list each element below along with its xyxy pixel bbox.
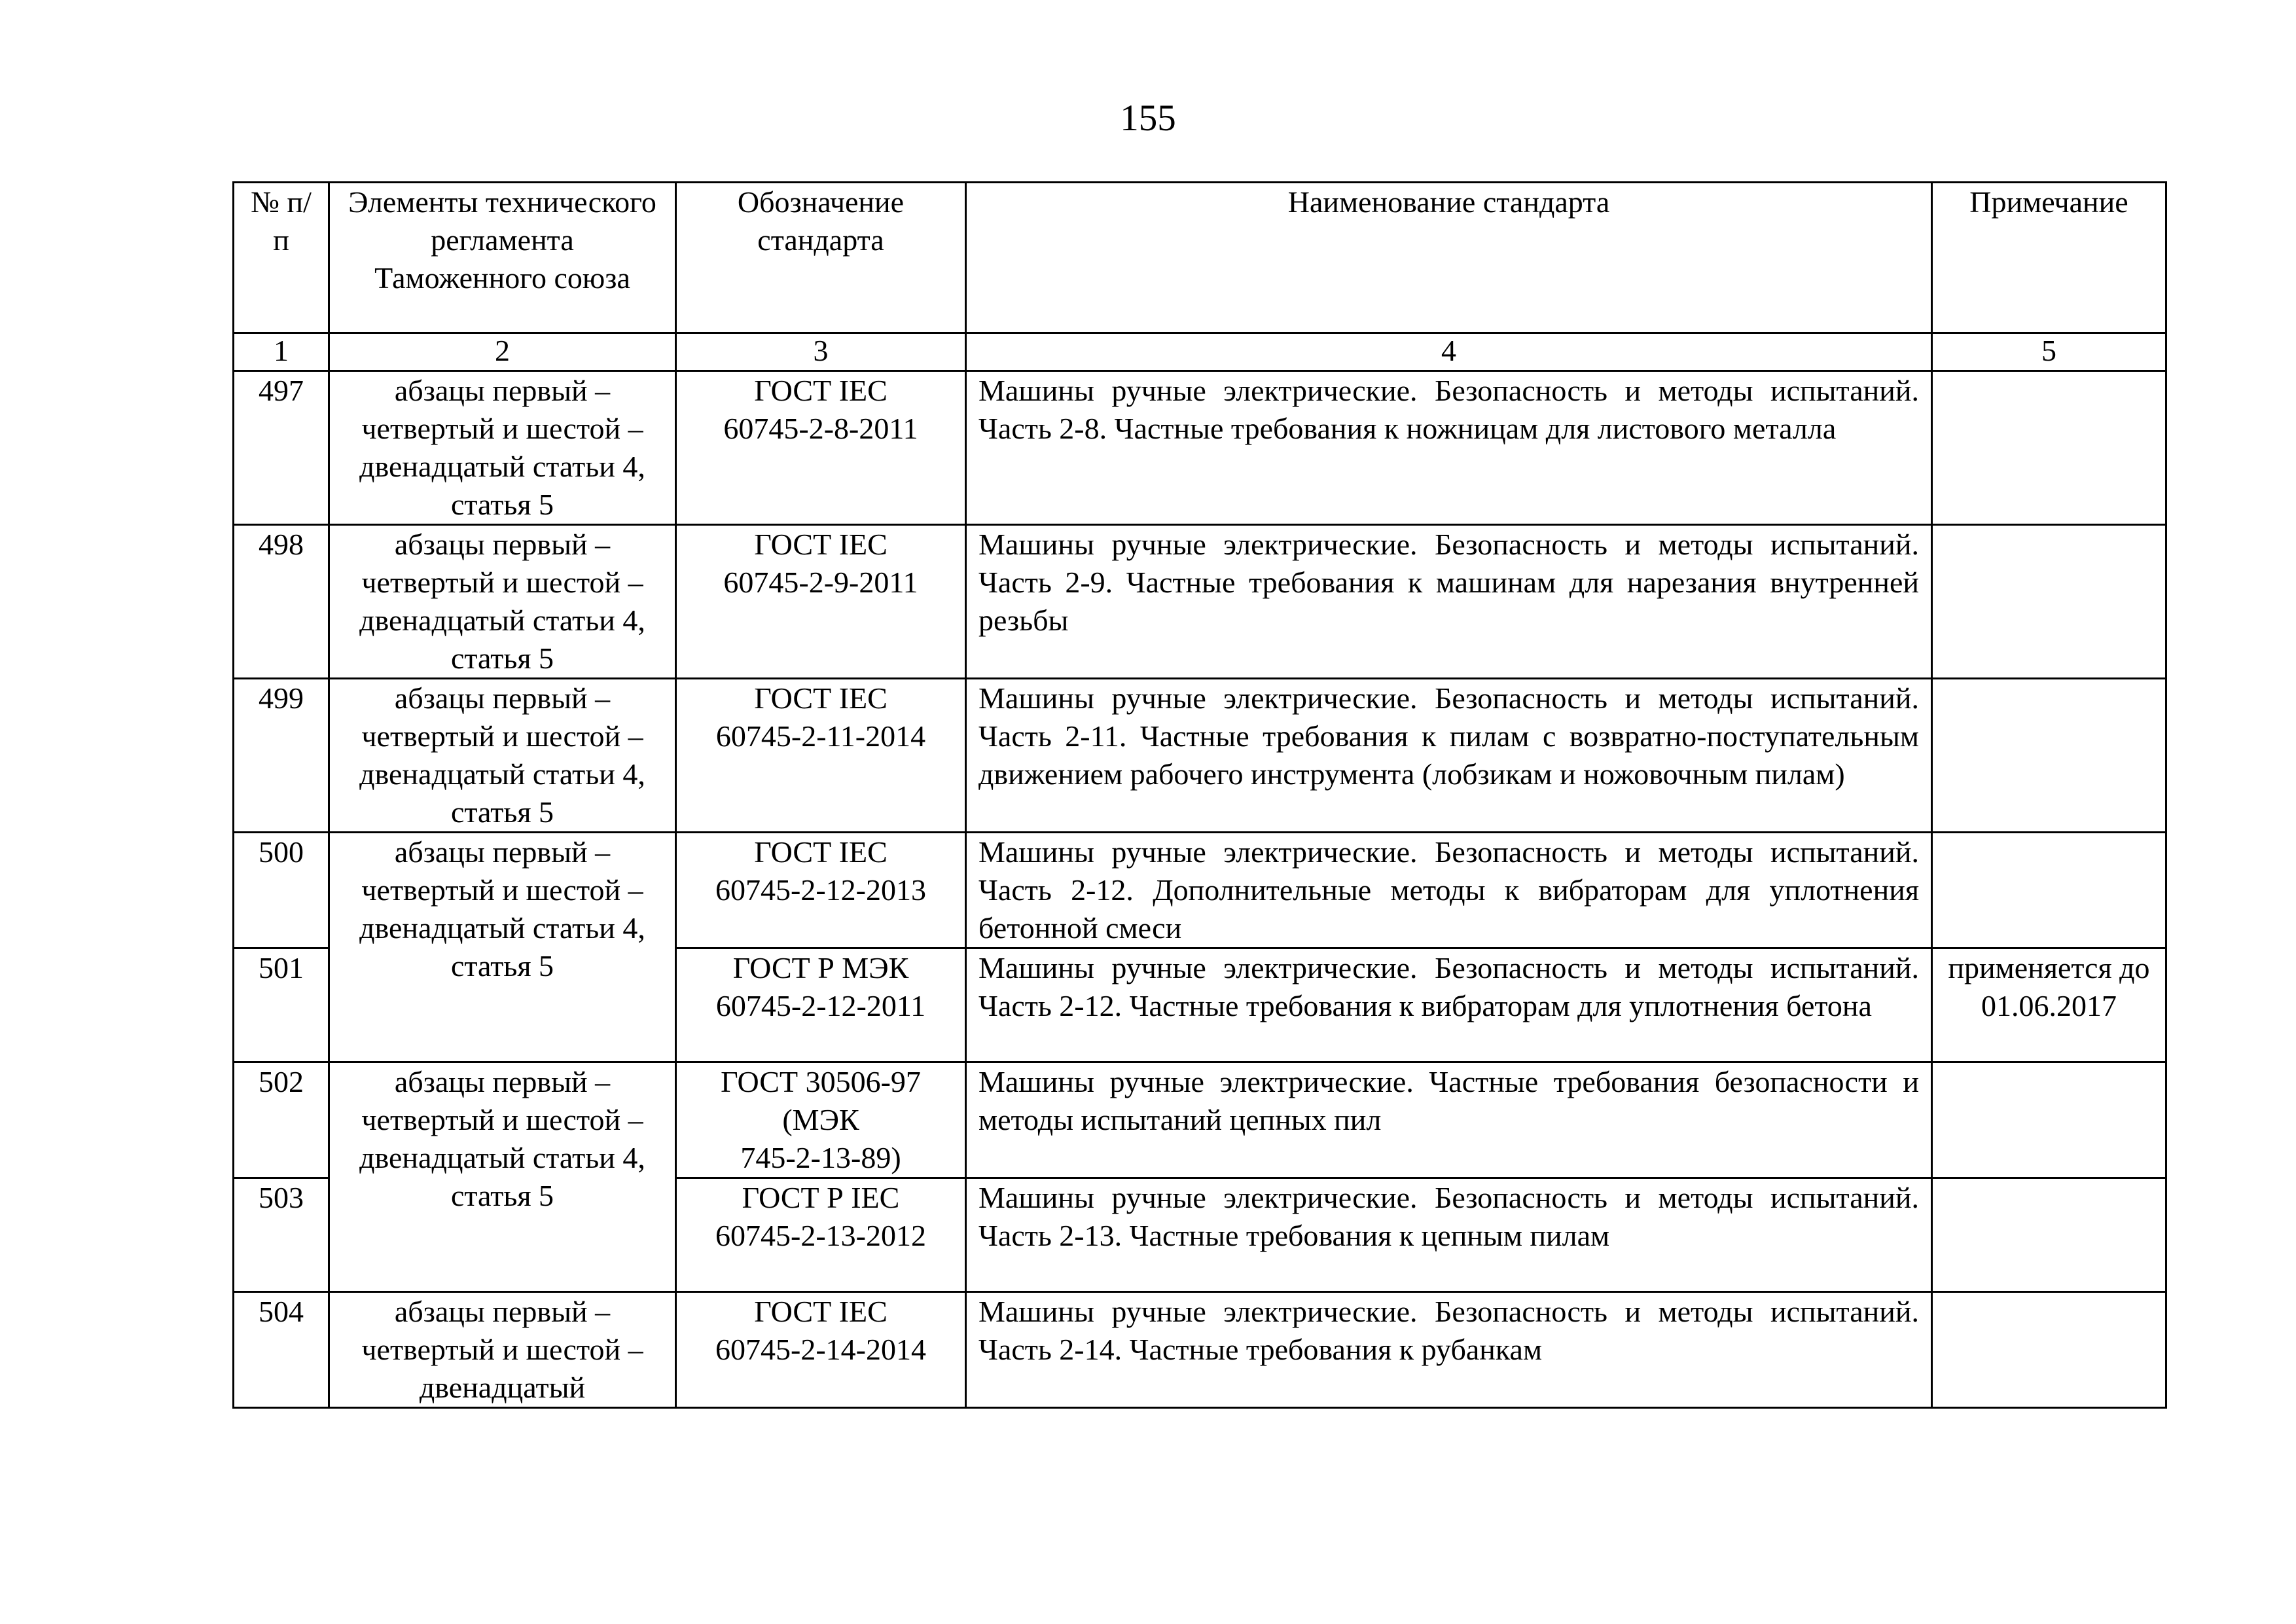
table-row xyxy=(234,833,2166,948)
designation-line: ГОСТ IEC xyxy=(754,1295,888,1328)
column-number: 2 xyxy=(329,333,676,371)
row-elements: абзацы первый – четвертый и шестой – двенадцатый статьи 4, статья 5 xyxy=(329,833,676,1062)
designation-line: ГОСТ IEC xyxy=(754,681,888,715)
column-number: 4 xyxy=(966,333,1932,371)
row-standard-name: Машины ручные электрические. Безопасность и методы испытаний. Часть 2-12. Дополнительные методы к вибраторам для уплотнения бетонной смеси xyxy=(966,833,1932,948)
header-designation: Обозначение стандарта xyxy=(676,183,966,333)
column-number-row xyxy=(234,333,2166,371)
row-number: 500 xyxy=(234,833,329,948)
column-number: 5 xyxy=(1932,333,2166,371)
row-standard-name: Машины ручные электрические. Безопасность и методы испытаний. Часть 2-12. Частные требования к вибраторам для уплотнения бетона xyxy=(966,948,1932,1062)
row-designation xyxy=(676,371,966,525)
row-number: 497 xyxy=(234,371,329,525)
table-row xyxy=(234,525,2166,679)
row-designation xyxy=(676,525,966,679)
row-standard-name: Машины ручные электрические. Безопасность и методы испытаний. Часть 2-8. Частные требования к ножницам для листового металла xyxy=(966,371,1932,525)
row-standard-name: Машины ручные электрические. Безопасность и методы испытаний. Часть 2-9. Частные требования к машинам для нарезания внутренней резьбы xyxy=(966,525,1932,679)
table-row xyxy=(234,1062,2166,1178)
row-number: 499 xyxy=(234,679,329,833)
designation-line: ГОСТ IEC xyxy=(754,528,888,561)
designation-line: 60745-2-13-2012 xyxy=(715,1219,926,1252)
row-note xyxy=(1932,525,2166,679)
row-standard-name: Машины ручные электрические. Безопасность и методы испытаний. Часть 2-11. Частные требования к пилам с возвратно-поступательным движением рабочего инструмента (лобзикам и ножовочным пилам) xyxy=(966,679,1932,833)
row-standard-name: Машины ручные электрические. Безопасность и методы испытаний. Часть 2-13. Частные требования к цепным пилам xyxy=(966,1178,1932,1292)
designation-line: 745-2-13-89) xyxy=(740,1141,901,1174)
designation-line: (МЭК xyxy=(782,1103,859,1136)
column-number: 1 xyxy=(234,333,329,371)
row-designation xyxy=(676,1292,966,1408)
row-elements: абзацы первый – четвертый и шестой – двенадцатый статьи 4, статья 5 xyxy=(329,679,676,833)
table-header-row xyxy=(234,183,2166,333)
designation-line: 60745-2-14-2014 xyxy=(715,1333,926,1366)
row-note xyxy=(1932,1178,2166,1292)
table-row xyxy=(234,679,2166,833)
row-note xyxy=(1932,1292,2166,1408)
designation-line: ГОСТ Р МЭК xyxy=(732,951,909,984)
table-row xyxy=(234,371,2166,525)
row-note: применяется до 01.06.2017 xyxy=(1932,948,2166,1062)
header-standard-name: Наименование стандарта xyxy=(966,183,1932,333)
row-note xyxy=(1932,833,2166,948)
row-number: 498 xyxy=(234,525,329,679)
row-elements: абзацы первый – четвертый и шестой – двенадцатый статьи 4, статья 5 xyxy=(329,525,676,679)
designation-line: 60745-2-8-2011 xyxy=(723,412,918,445)
designation-line: 60745-2-12-2011 xyxy=(715,989,926,1022)
designation-line: 60745-2-9-2011 xyxy=(723,566,918,599)
designation-line: 60745-2-12-2013 xyxy=(715,873,926,907)
row-designation xyxy=(676,679,966,833)
row-note xyxy=(1932,1062,2166,1178)
designation-line: 60745-2-11-2014 xyxy=(715,719,926,753)
row-elements: абзацы первый – четвертый и шестой – двенадцатый статьи 4, статья 5 xyxy=(329,371,676,525)
page-number: 155 xyxy=(1120,98,1176,139)
row-designation xyxy=(676,833,966,948)
header-note: Примечание xyxy=(1932,183,2166,333)
row-designation xyxy=(676,948,966,1062)
header-number: № п/п xyxy=(234,183,329,333)
designation-line: ГОСТ Р IEC xyxy=(742,1181,900,1214)
standards-table xyxy=(232,181,2167,1409)
row-number: 502 xyxy=(234,1062,329,1178)
row-designation xyxy=(676,1178,966,1292)
row-designation xyxy=(676,1062,966,1178)
designation-line: ГОСТ IEC xyxy=(754,374,888,407)
row-number: 504 xyxy=(234,1292,329,1408)
row-elements: абзацы первый – четвертый и шестой – двенадцатый xyxy=(329,1292,676,1408)
row-standard-name: Машины ручные электрические. Частные требования безопасности и методы испытаний цепных пил xyxy=(966,1062,1932,1178)
header-elements: Элементы технического регламента Таможенного союза xyxy=(329,183,676,333)
column-number: 3 xyxy=(676,333,966,371)
row-number: 501 xyxy=(234,948,329,1062)
designation-line: ГОСТ 30506-97 xyxy=(721,1065,921,1098)
table-row xyxy=(234,1292,2166,1408)
row-elements: абзацы первый – четвертый и шестой – двенадцатый статьи 4, статья 5 xyxy=(329,1062,676,1292)
row-standard-name: Машины ручные электрические. Безопасность и методы испытаний. Часть 2-14. Частные требования к рубанкам xyxy=(966,1292,1932,1408)
row-note xyxy=(1932,679,2166,833)
designation-line: ГОСТ IEC xyxy=(754,835,888,869)
row-number: 503 xyxy=(234,1178,329,1292)
row-note xyxy=(1932,371,2166,525)
